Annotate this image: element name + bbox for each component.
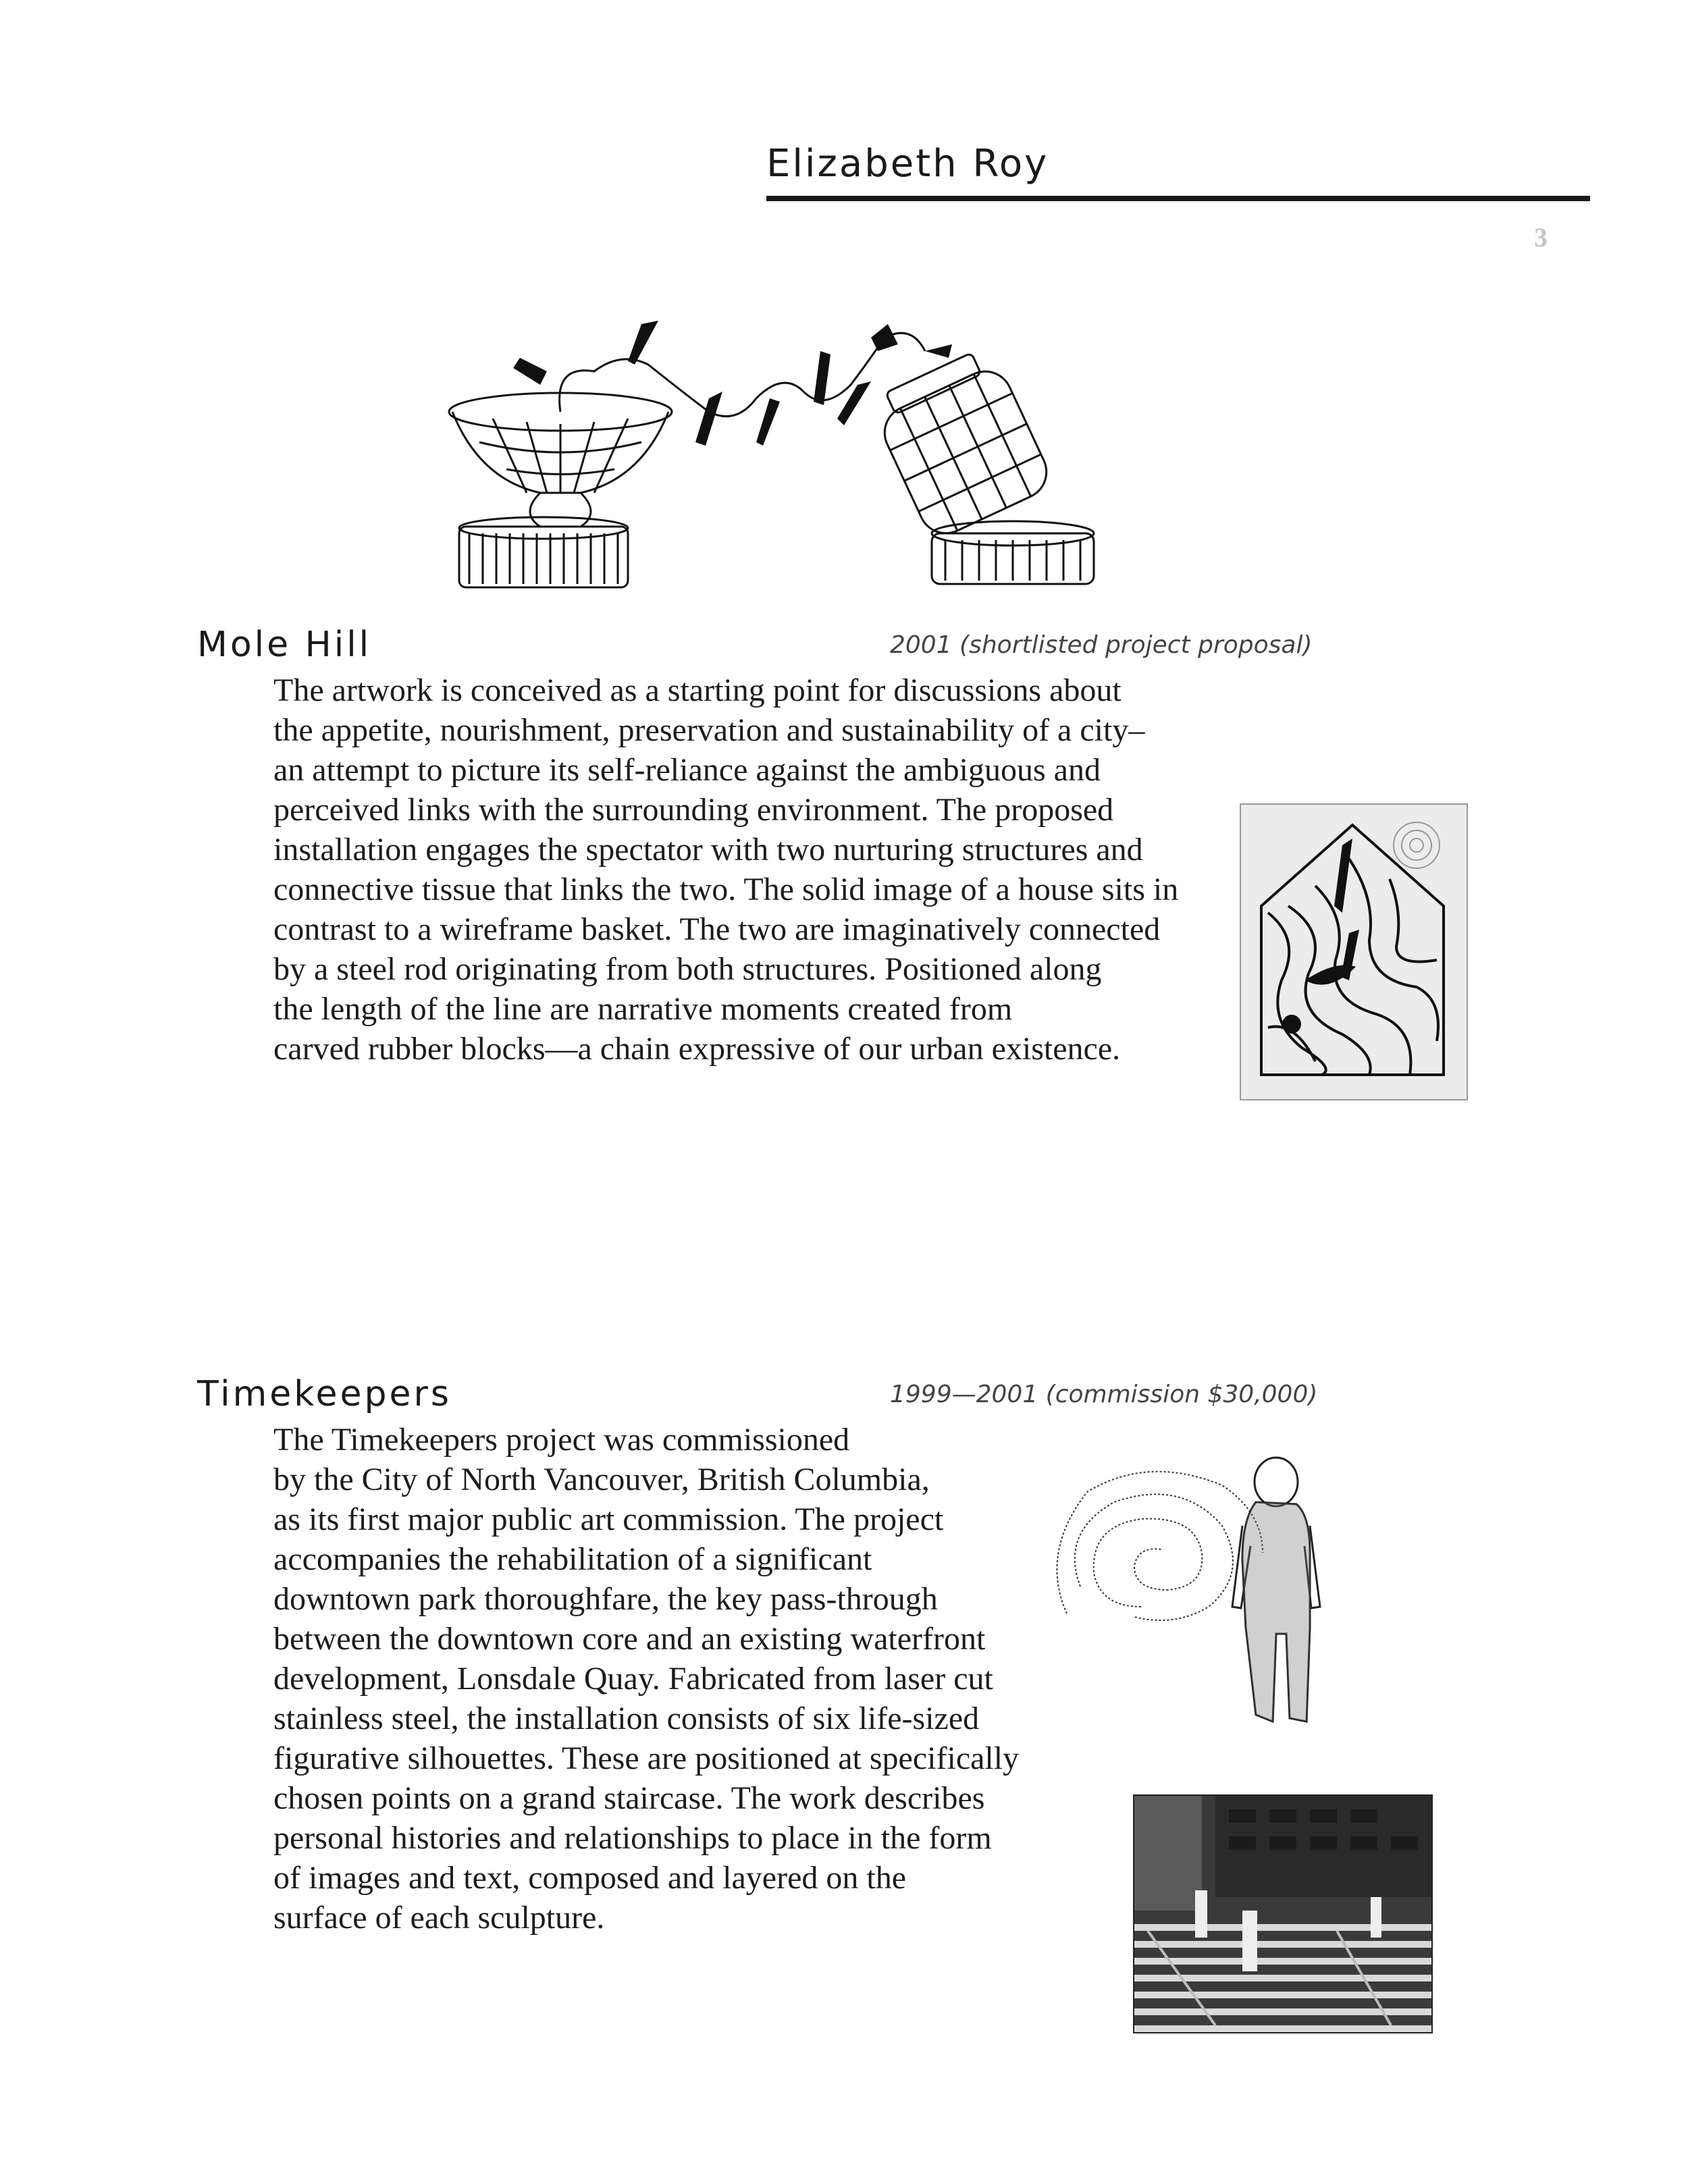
section-title: Mole Hill [197, 624, 372, 665]
section-meta: 2001 (shortlisted project proposal) [890, 631, 1313, 659]
paragraph-line: connective tissue that links the two. The solid image of a house sits in [273, 872, 1179, 907]
paragraph-line: by the City of North Vancouver, British Columbia, [273, 1462, 930, 1497]
page-number: 3 [1534, 222, 1548, 252]
timekeeper-figure-drawing [1040, 1451, 1350, 1735]
paragraph-line: an attempt to picture its self-reliance against the ambiguous and [273, 752, 1101, 788]
header-rule [766, 196, 1590, 201]
paragraph-line: stainless steel, the installation consists of six life-sized [273, 1701, 980, 1736]
paragraph-line: between the downtown core and an existing waterfront [273, 1621, 986, 1657]
paragraph-line: by a steel rod originating from both structures. Positioned along [273, 951, 1102, 987]
paragraph-line: perceived links with the surrounding environment. The proposed [273, 792, 1114, 828]
paragraph-line: carved rubber blocks—a chain expressive of our urban existence. [273, 1031, 1121, 1067]
section-title: Timekeepers [197, 1374, 452, 1414]
staircase-photo [1133, 1794, 1433, 2033]
author-name: Elizabeth Roy [766, 142, 1049, 186]
paragraph-line: of images and text, composed and layered on the [273, 1860, 907, 1896]
paragraph-line: the length of the line are narrative moments created from [273, 991, 1013, 1027]
house-drawing-image [1240, 803, 1468, 1100]
house-drawing-icon [1241, 805, 1467, 1099]
staircase-photo-icon [1134, 1796, 1431, 2032]
paragraph-line: figurative silhouettes. These are positioned at specifically [273, 1740, 1020, 1776]
paragraph-line: the appetite, nourishment, preservation and sustainability of a city– [273, 712, 1145, 748]
paragraph-line: chosen points on a grand staircase. The work describes [273, 1780, 985, 1816]
paragraph-line: as its first major public art commission. The project [273, 1501, 944, 1537]
paragraph-line: installation engages the spectator with two nurturing structures and [273, 832, 1143, 868]
paragraph-line: development, Lonsdale Quay. Fabricated from laser cut [273, 1661, 993, 1697]
paragraph-line: contrast to a wireframe basket. The two are imaginatively connected [273, 911, 1161, 947]
paragraph-line: accompanies the rehabilitation of a significant [273, 1541, 872, 1577]
section-meta: 1999—2001 (commission $30,000) [890, 1381, 1318, 1408]
paragraph-line: surface of each sculpture. [273, 1900, 605, 1936]
paragraph-line: The artwork is conceived as a starting point for discussions about [273, 672, 1122, 708]
mole-hill-sketch [439, 311, 1114, 594]
paragraph-line: personal histories and relationships to place in the form [273, 1820, 992, 1856]
paragraph-line: The Timekeepers project was commissioned [273, 1422, 850, 1458]
paragraph-line: downtown park thoroughfare, the key pass-through [273, 1581, 938, 1617]
